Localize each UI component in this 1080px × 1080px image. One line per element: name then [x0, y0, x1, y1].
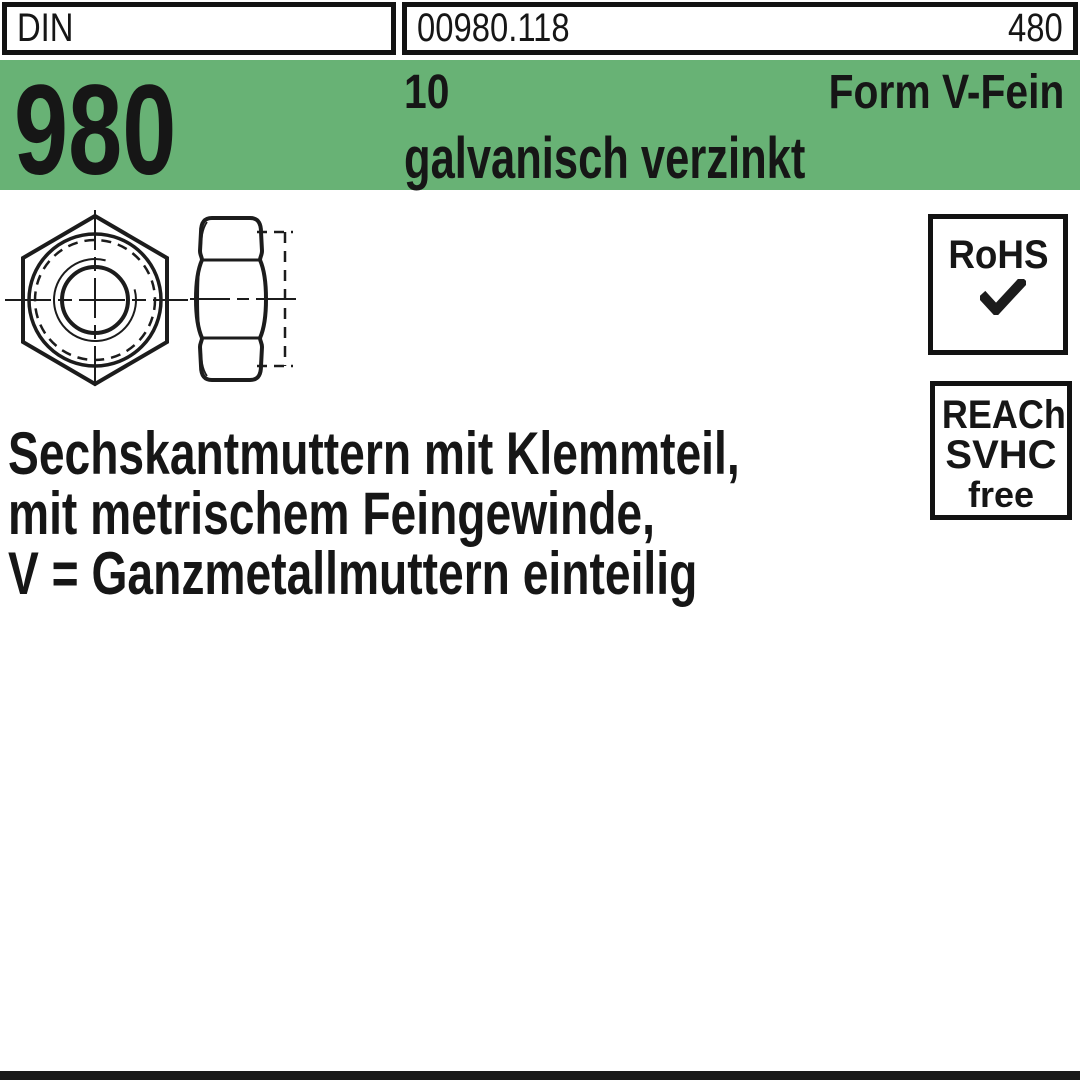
form-label: Form V-Fein — [828, 66, 1064, 119]
reach-badge — [930, 381, 1072, 520]
page-number: 480 — [1008, 6, 1063, 50]
banner-spec-column — [404, 66, 1064, 191]
standard-number: 980 — [14, 59, 177, 202]
nut-side-view-drawing — [190, 218, 302, 380]
rohs-badge — [928, 214, 1068, 355]
nut-front-view-drawing — [5, 210, 188, 391]
banner-spec-row — [404, 66, 1064, 119]
green-banner — [0, 59, 1080, 202]
check-icon — [938, 279, 1068, 320]
reach-line1: REACh — [941, 393, 1066, 437]
din-label: DIN — [17, 6, 74, 50]
rohs-label: RoHS — [947, 233, 1049, 277]
reach-line3: free — [967, 474, 1035, 515]
hex-nut-technical-drawing — [0, 195, 320, 395]
description-line-3: V = Ganzmetallmuttern einteilig — [8, 540, 698, 607]
din-box — [2, 2, 396, 55]
description-line-2: mit metrischem Feingewinde, — [8, 480, 655, 547]
reach-line2: SVHC — [945, 433, 1057, 477]
description-line-1: Sechskantmuttern mit Klemmteil, — [8, 420, 740, 487]
article-number-box — [402, 2, 1078, 55]
bottom-bar — [0, 1071, 1080, 1080]
product-description — [8, 420, 740, 607]
coating-label: galvanisch verzinkt — [404, 126, 806, 191]
article-number: 00980.118 — [417, 6, 570, 50]
property-class: 10 — [404, 66, 450, 119]
